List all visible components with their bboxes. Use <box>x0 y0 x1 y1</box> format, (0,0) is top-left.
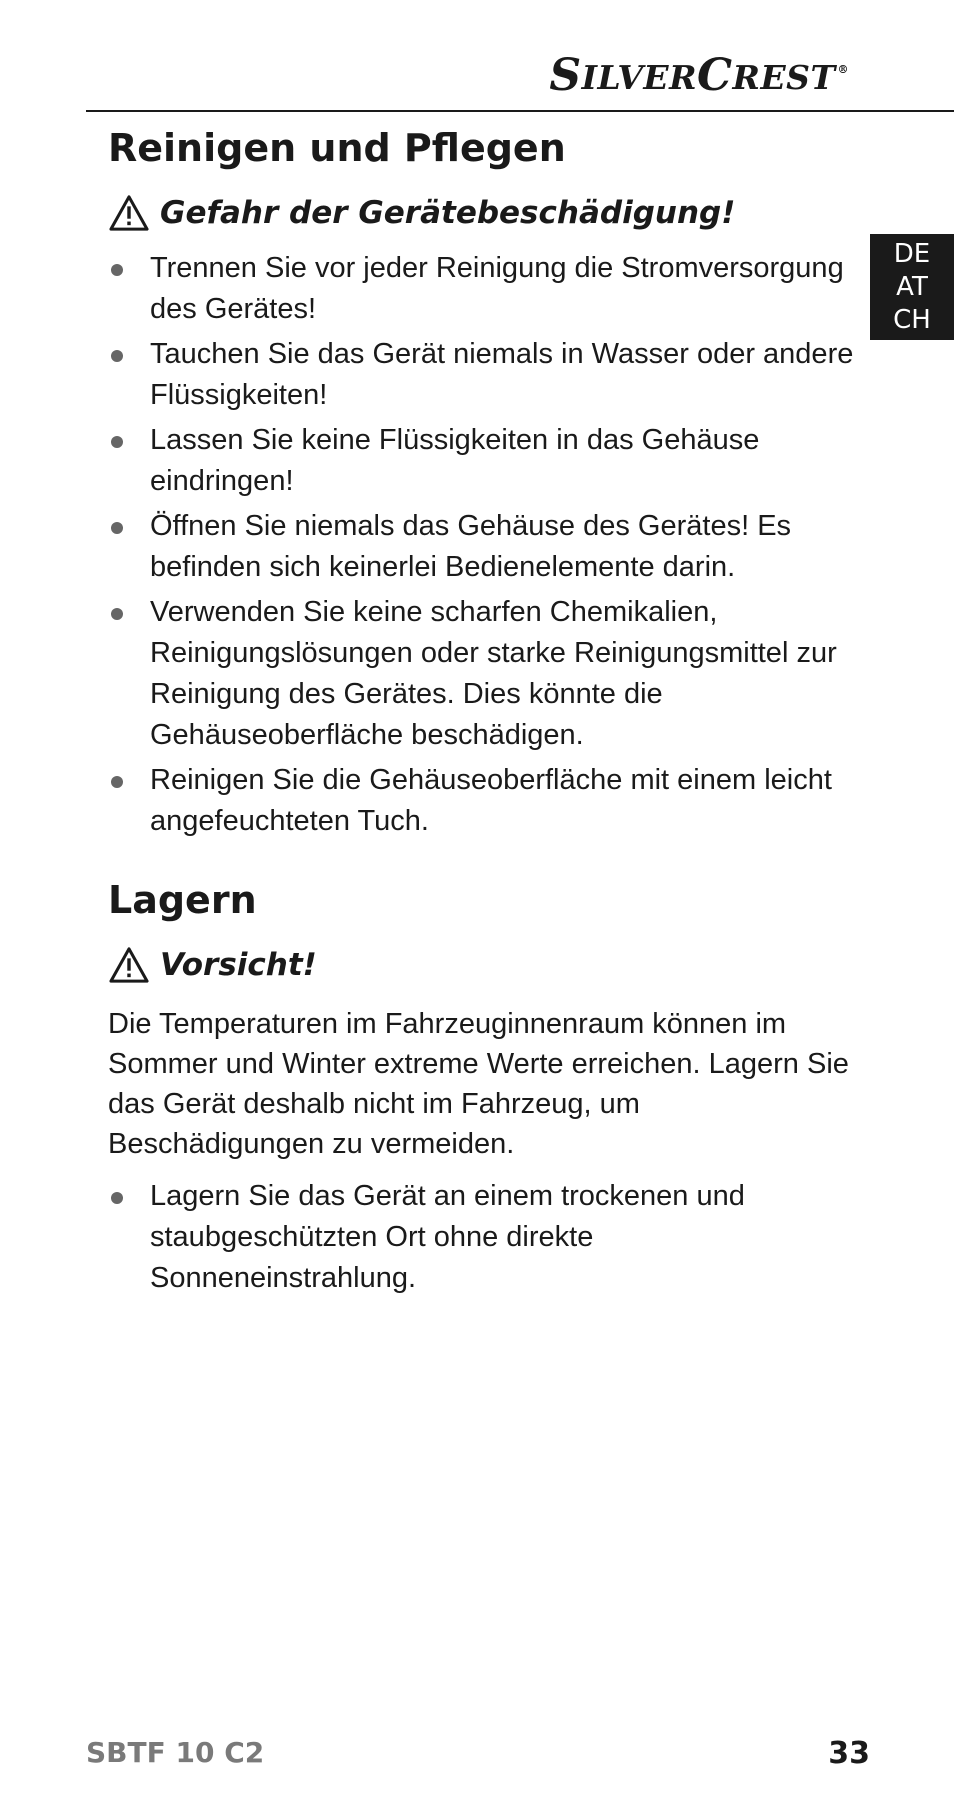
warning-text-cleaning: Gefahr der Gerätebeschädigung! <box>160 195 736 231</box>
brand-logo <box>549 52 849 100</box>
section-title-storage: Lagern <box>108 878 257 922</box>
lang-at: AT <box>896 271 928 302</box>
list-item-text: Lagern Sie das Gerät an einem trockenen und staubgeschützten Ort ohne direkte Sonneneinstrahlung. <box>150 1180 745 1294</box>
page-content <box>108 120 860 1303</box>
list-item-text: Reinigen Sie die Gehäuseoberfläche mit einem leicht angefeuchteten Tuch. <box>150 764 832 837</box>
header-rule <box>86 110 954 112</box>
list-item <box>108 1176 860 1299</box>
logo-letters-ilver: ILVER <box>581 58 697 97</box>
lang-de: DE <box>893 238 931 269</box>
list-item-text: Verwenden Sie keine scharfen Chemikalien, Reinigungslösungen oder starke Reinigungsmittel zur Reinigung des Gerätes. Dies könnte die Gehäuseoberfläche beschädigen. <box>150 596 837 751</box>
section-title-cleaning: Reinigen und Pflegen <box>108 126 566 170</box>
storage-paragraph: Die Temperaturen im Fahrzeuginnenraum können im Sommer und Winter extreme Werte erreichen. Lagern Sie das Gerät deshalb nicht im Fahrzeug, um Beschädigungen zu vermeiden. <box>108 1008 849 1160</box>
page-number: 33 <box>828 1736 870 1771</box>
bullet-list-storage <box>108 1176 860 1299</box>
bullet-dot <box>111 608 123 620</box>
bullet-dot <box>111 436 123 448</box>
bullet-dot <box>111 264 123 276</box>
warning-heading-cleaning <box>108 184 860 242</box>
footer-model-number: SBTF 10 C2 <box>86 1736 265 1769</box>
list-item-text: Tauchen Sie das Gerät niemals in Wasser oder andere Flüssigkeiten! <box>150 338 854 411</box>
warning-text-storage: Vorsicht! <box>160 947 317 983</box>
warning-heading-storage <box>108 936 860 994</box>
list-item <box>108 506 860 588</box>
list-item <box>108 248 860 330</box>
bullet-dot <box>111 522 123 534</box>
list-item-text: Trennen Sie vor jeder Reinigung die Stromversorgung des Gerätes! <box>150 252 844 325</box>
list-item-text: Öffnen Sie niemals das Gehäuse des Gerätes! Es befinden sich keinerlei Bedienelemente darin. <box>150 510 792 583</box>
list-item <box>108 760 860 842</box>
logo-letter-c: C <box>697 50 733 101</box>
logo-letter-s: S <box>549 50 582 101</box>
bullet-dot <box>111 350 123 362</box>
lang-ch: CH <box>893 304 931 335</box>
language-tab <box>870 234 954 340</box>
bullet-list-cleaning <box>108 248 860 842</box>
warning-triangle-icon <box>108 946 150 984</box>
bullet-dot <box>111 776 123 788</box>
section-storage <box>108 872 860 1299</box>
registered-mark: ® <box>837 63 849 76</box>
list-item <box>108 420 860 502</box>
list-item-text: Lassen Sie keine Flüssigkeiten in das Gehäuse eindringen! <box>150 424 760 497</box>
bullet-dot <box>111 1192 123 1204</box>
list-item <box>108 592 860 756</box>
list-item <box>108 334 860 416</box>
section-cleaning <box>108 120 860 842</box>
logo-letters-rest: REST <box>732 58 836 97</box>
warning-triangle-icon <box>108 194 150 232</box>
